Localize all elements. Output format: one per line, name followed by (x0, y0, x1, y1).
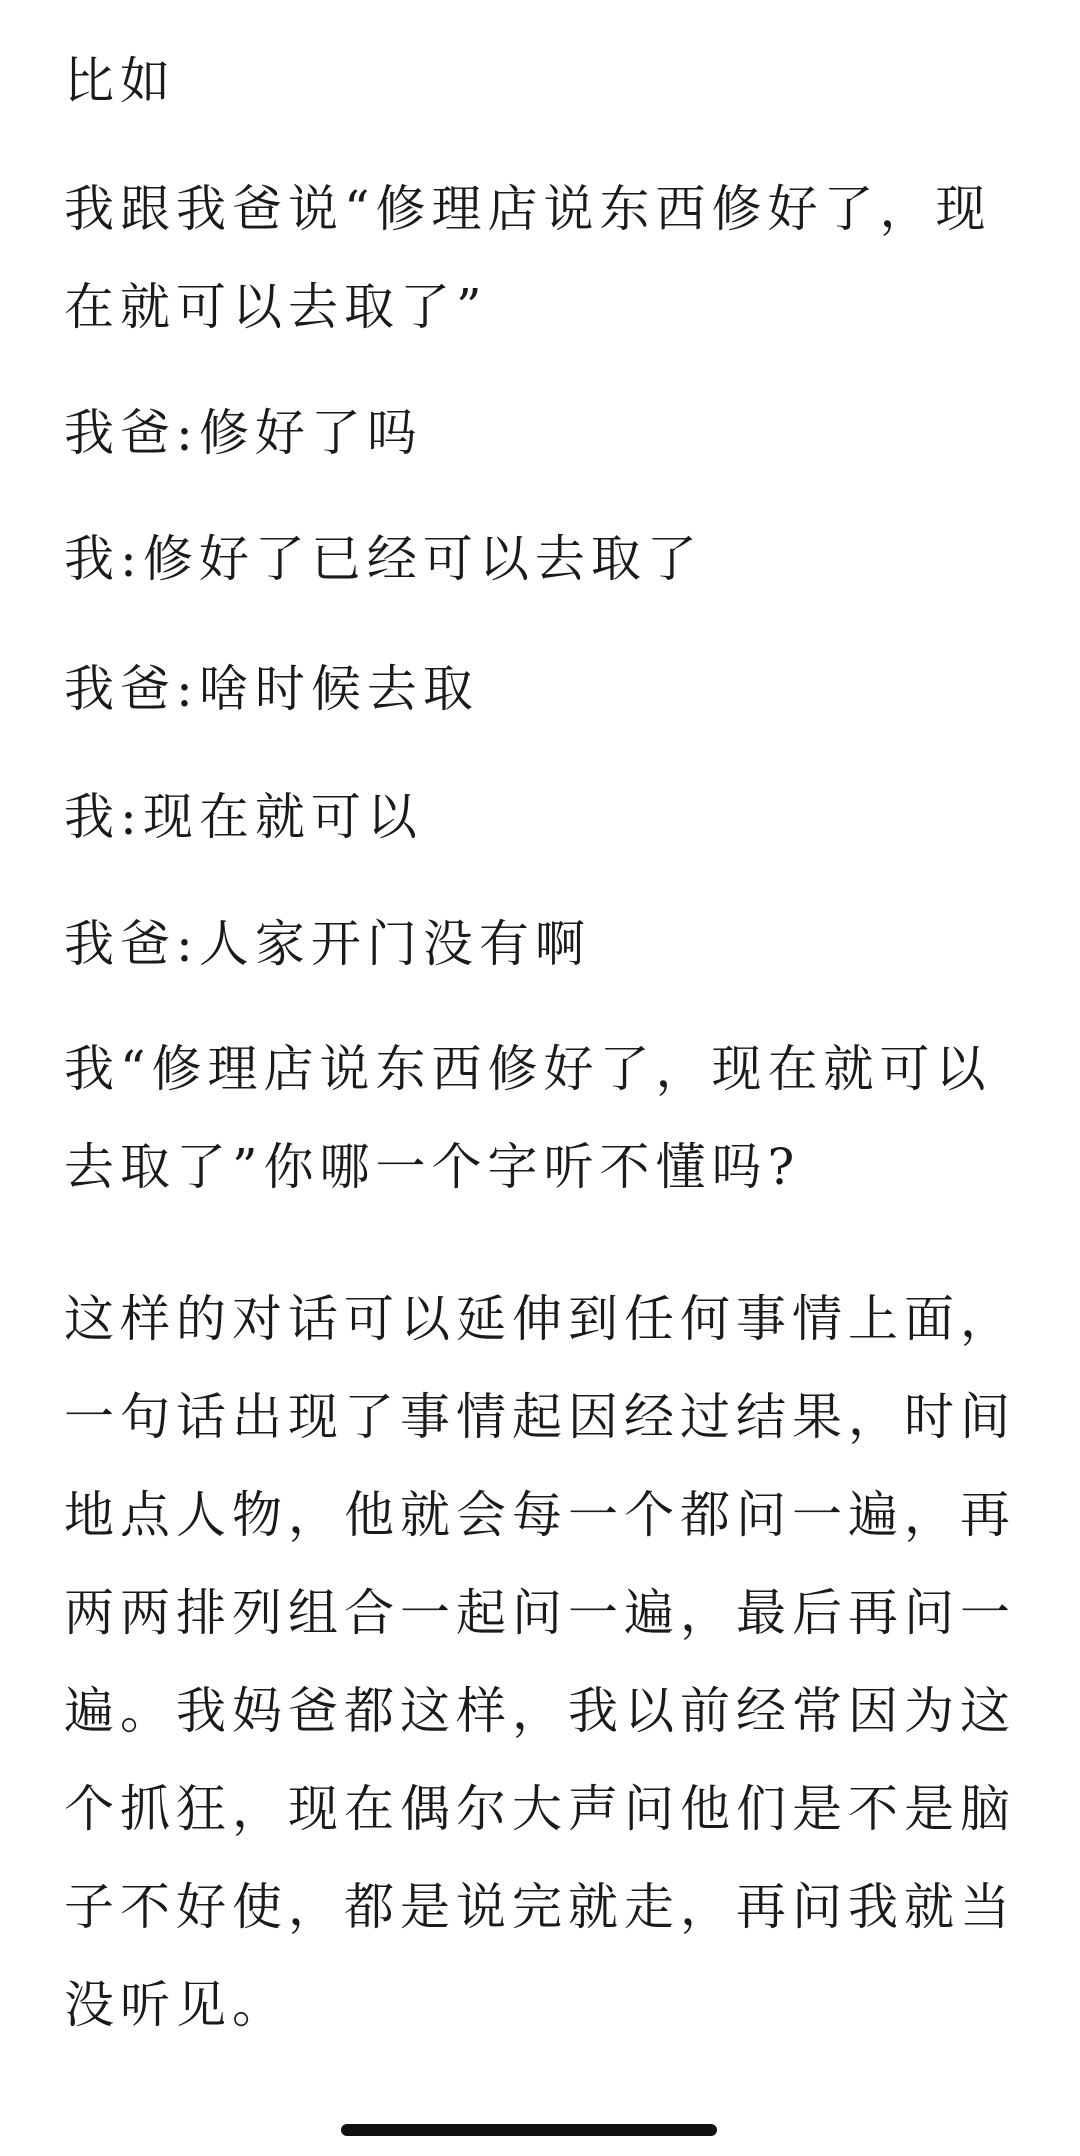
text-line: 去取了”你哪一个字听不懂吗? (64, 1138, 801, 1196)
text-line: 我“修理店说东西修好了，现在就可以 (64, 1040, 992, 1098)
text-line: 没听见。 (64, 1976, 288, 2034)
text-line: 我:修好了已经可以去取了 (64, 530, 703, 588)
text-line: 一句话出现了事情起因经过结果，时间 (64, 1388, 1016, 1446)
text-line: 遍。我妈爸都这样，我以前经常因为这 (64, 1682, 1016, 1740)
text-line: 我爸:修好了吗 (64, 404, 423, 462)
text-line: 子不好使，都是说完就走，再问我就当 (64, 1878, 1016, 1936)
home-indicator[interactable] (341, 2124, 717, 2136)
text-line: 地点人物，他就会每一个都问一遍，再 (64, 1486, 1016, 1544)
paragraph-3 (64, 384, 964, 482)
text-line: 比如 (64, 52, 176, 110)
text-line: 我:现在就可以 (64, 788, 423, 846)
text-line: 我爸:啥时候去取 (64, 660, 479, 718)
text-line: 我爸:人家开门没有啊 (64, 915, 591, 973)
paragraph-4 (64, 510, 964, 608)
paragraph-7 (64, 895, 964, 993)
paragraph-1 (64, 32, 964, 130)
text-line: 两两排列组合一起问一遍，最后再问一 (64, 1584, 1016, 1642)
text-line: 这样的对话可以延伸到任何事情上面， (64, 1290, 1016, 1348)
paragraph-2 (64, 160, 992, 356)
text-line: 在就可以去取了” (64, 278, 488, 336)
text-line: 我跟我爸说“修理店说东西修好了，现 (64, 180, 992, 238)
paragraph-8 (64, 1020, 992, 1216)
paragraph-6 (64, 768, 964, 866)
paragraph-5 (64, 640, 964, 738)
text-line: 个抓狂，现在偶尔大声问他们是不是脑 (64, 1780, 1016, 1838)
paragraph-9 (64, 1270, 1016, 2054)
